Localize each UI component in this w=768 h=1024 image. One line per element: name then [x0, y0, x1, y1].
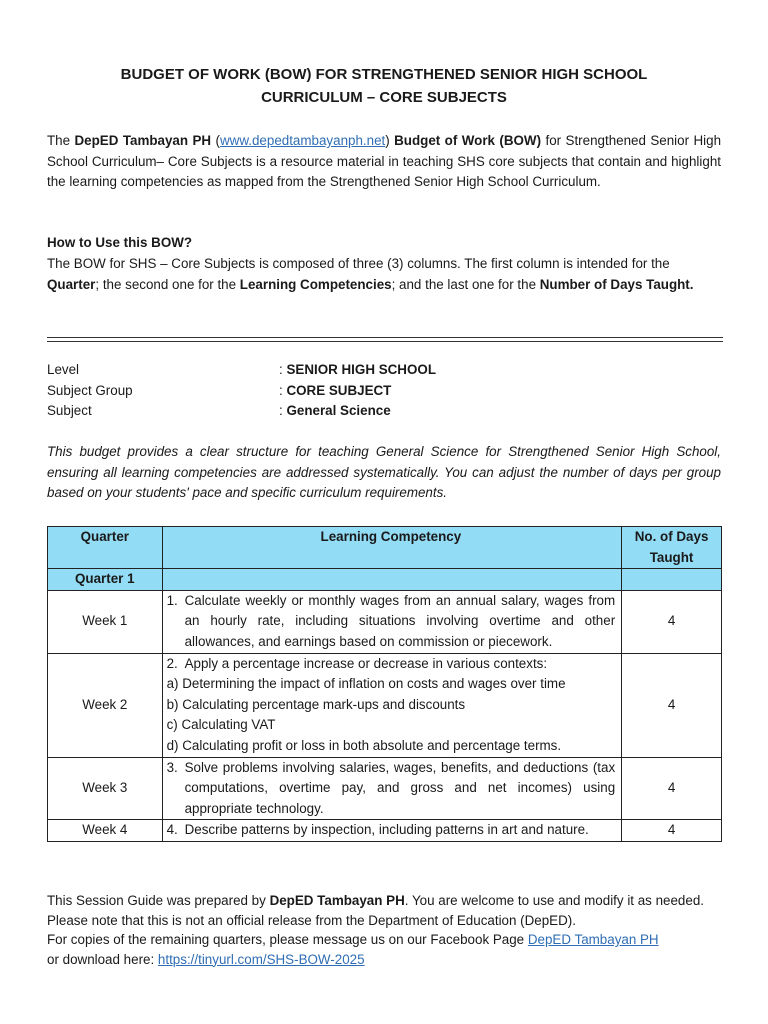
subject-row [47, 401, 721, 422]
colon: : [279, 382, 287, 398]
intro-text: ( [211, 133, 220, 148]
competency-item [167, 654, 616, 675]
item-text: Describe patterns by inspection, including patterns in art and nature. [184, 822, 589, 838]
table-header-row [48, 527, 722, 569]
howto-quarter: Quarter [47, 276, 96, 292]
website-link[interactable]: www.depedtambayanph.net [219, 133, 386, 148]
download-link[interactable]: https://tinyurl.com/SHS-BOW-2025 [157, 951, 365, 967]
table-row [48, 757, 722, 820]
howto-lc: Learning Competencies [239, 276, 392, 292]
howto-text: ; and the last one for the [391, 276, 540, 292]
item-text: Apply a percentage increase or decrease in various contexts: [184, 655, 548, 671]
sub-item: d) Calculating profit or loss in both absolute and percentage terms. [166, 737, 562, 753]
divider [47, 337, 723, 338]
howto-days: Number of Days Taught. [539, 276, 694, 292]
week-cell: Week 2 [48, 653, 163, 757]
footer-text: This Session Guide was prepared by [47, 893, 270, 908]
item-text: Solve problems involving salaries, wages, benefits, and deductions (tax computations, overtime pay, and gross and net incomes) using appropriate technology. [184, 759, 616, 816]
footer-text: . You are welcome to use and modify it as needed. Please note that this is not an official release from the Department of Education (DepED). [47, 893, 704, 928]
competency-cell [162, 590, 622, 653]
subject-label: Subject [47, 403, 92, 419]
level-label: Level [47, 362, 80, 377]
competency-cell [162, 820, 622, 842]
week-cell: Week 3 [48, 757, 163, 820]
group-value: CORE SUBJECT [286, 382, 392, 398]
header-quarter: Quarter [48, 527, 163, 569]
competency-item [167, 591, 616, 653]
footer-line-3 [47, 950, 721, 970]
colon: : [279, 403, 287, 419]
howto-heading: How to Use this BOW? [47, 235, 193, 250]
quarter-empty [622, 569, 722, 591]
footer-line-2 [47, 930, 721, 950]
footer-note [47, 891, 721, 969]
howto-text: The BOW for SHS – Core Subjects is composed of three (3) columns. The first column is intended for the [47, 256, 670, 271]
footer-text: or download here: [47, 951, 158, 967]
level-row [47, 360, 721, 381]
facebook-page-link[interactable]: DepED Tambayan PH [527, 932, 659, 947]
intro-brand: DepED Tambayan PH [74, 133, 212, 148]
item-text: Calculate weekly or monthly wages from an annual salary, wages from an hourly rate, including situations involving overtime and other allowances, and earnings based on commission or piecework. [184, 592, 616, 649]
title-line-1: BUDGET OF WORK (BOW) FOR STRENGTHENED SENIOR HIGH SCHOOL [120, 66, 648, 83]
subject-value-wrap [279, 401, 391, 422]
table-row [48, 820, 722, 842]
budget-table [47, 526, 722, 842]
intro-text: The [47, 133, 75, 148]
quarter-empty [162, 569, 622, 591]
group-value-wrap [279, 381, 391, 402]
competency-cell [162, 757, 622, 820]
intro-text: for Strengthened Senior High School Curriculum– Core Subjects is a resource material in teaching SHS core subjects that contain and highlight the learning competencies as mapped from the Strengthened Senior High School Curriculum. [47, 133, 722, 190]
competency-cell [162, 653, 622, 757]
header-competency: Learning Competency [162, 527, 622, 569]
subject-value: General Science [286, 403, 391, 419]
document-title [47, 63, 721, 109]
footer-brand: DepED Tambayan PH [269, 893, 405, 908]
howto-text: ; the second one for the [95, 276, 240, 292]
week-cell: Week 1 [48, 590, 163, 653]
sub-item: a) Determining the impact of inflation on costs and wages over time [166, 676, 566, 692]
footer-line-1 [47, 891, 721, 930]
intro-text: ) [385, 133, 395, 148]
competency-item [167, 758, 616, 820]
sub-item: c) Calculating VAT [166, 717, 276, 733]
days-cell: 4 [622, 590, 722, 653]
level-value-wrap [279, 360, 436, 381]
sub-item: b) Calculating percentage mark-ups and discounts [166, 696, 466, 712]
subject-info [47, 360, 721, 422]
competency-item [167, 820, 616, 841]
footer-text: For copies of the remaining quarters, please message us on our Facebook Page [47, 932, 528, 947]
intro-paragraph [47, 131, 721, 193]
days-cell: 4 [622, 820, 722, 842]
item-number: 2. [166, 655, 178, 671]
intro-bow: Budget of Work (BOW) [394, 133, 542, 148]
item-number: 1. [166, 592, 178, 608]
budget-description: This budget provides a clear structure for teaching General Science for Strengthened Senior High School, ensuring all learning competencies are addressed systematically. You can adjust the number of days per group based on your students' pace and specific curriculum requirements. [47, 444, 721, 501]
level-value: SENIOR HIGH SCHOOL [286, 362, 436, 377]
howto-paragraph [47, 254, 721, 295]
week-cell: Week 4 [48, 820, 163, 842]
item-number: 4. [166, 822, 178, 838]
header-days: No. of Days Taught [622, 527, 722, 569]
quarter-row [48, 569, 722, 591]
item-number: 3. [166, 759, 178, 775]
colon: : [279, 362, 287, 377]
days-cell: 4 [622, 653, 722, 757]
title-line-2: CURRICULUM – CORE SUBJECTS [261, 89, 507, 106]
quarter-label: Quarter 1 [48, 569, 163, 591]
table-row [48, 653, 722, 757]
group-label: Subject Group [47, 382, 133, 398]
table-row [48, 590, 722, 653]
days-cell: 4 [622, 757, 722, 820]
group-row [47, 381, 721, 402]
divider [47, 341, 723, 342]
